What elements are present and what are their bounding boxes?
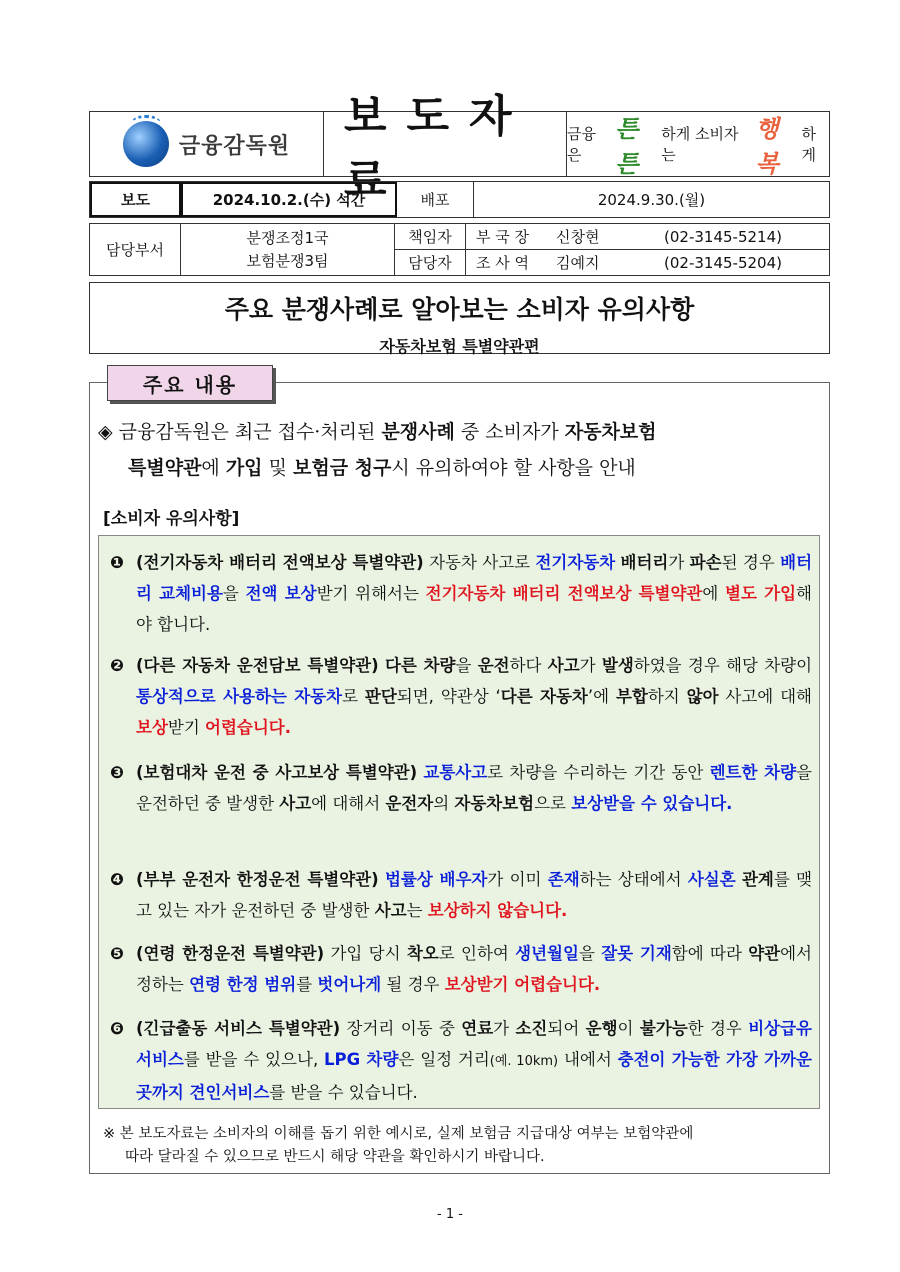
text-segment: 자동차보험	[454, 794, 535, 813]
item-text	[110, 1013, 812, 1108]
text-segment: 전기자동차 배터리 전액보상 특별약관	[425, 584, 703, 603]
contact-phone: (02-3145-5214)	[664, 227, 782, 246]
intro-text: 시 유의하여야 할 사항을 안내	[391, 457, 636, 479]
text-segment: LPG 차량	[324, 1050, 399, 1069]
text-segment: 운행	[585, 1019, 618, 1038]
contact-role: 담당자	[395, 250, 466, 275]
text-segment: 로 인하여	[438, 944, 516, 963]
text-segment: 받기 위해서는	[316, 584, 426, 603]
text-segment: 관계	[741, 870, 774, 889]
text-segment: 다른 자동차	[500, 687, 588, 706]
text-segment: 운전	[477, 656, 510, 675]
text-segment: 을 운전하던 중 발생한	[136, 763, 812, 813]
intro-bold: 가입	[225, 457, 263, 479]
text-segment: 하였을 경우 해당 차량이	[633, 656, 813, 675]
text-segment: 사고에 대해	[718, 687, 812, 706]
slogan-suffix: 하게	[801, 125, 816, 164]
intro-text: 금융감독원은 최근 접수·처리된	[118, 421, 382, 443]
contacts-table	[89, 223, 830, 276]
intro-line-2	[98, 450, 826, 486]
item-number: ❹	[110, 870, 124, 889]
text-segment: 보상	[136, 718, 168, 737]
diamond-bullet-icon: ◈	[98, 421, 113, 443]
text-segment: 가입 당시	[324, 944, 407, 963]
item-number: ❶	[110, 553, 124, 572]
text-segment: 사실혼	[687, 870, 736, 889]
text-segment: (전기자동차 배터리 전액보상 특별약관)	[136, 553, 424, 572]
text-segment: 함에 따라	[671, 944, 749, 963]
text-segment: 하는 상태에서	[579, 870, 688, 889]
text-segment: (예. 10km)	[489, 1054, 559, 1069]
text-segment: (다른 자동차 운전담보 특별약관)	[136, 656, 379, 675]
text-segment: 되면, 약관상 ‘	[396, 687, 501, 706]
release-label: 보도	[90, 182, 181, 217]
intro-bold: 특별약관	[128, 457, 202, 479]
item-number: ❻	[110, 1019, 124, 1038]
caution-item	[110, 547, 812, 640]
text-segment: 보상받기 어렵습니다.	[444, 975, 601, 994]
page-number: - 1 -	[437, 1207, 463, 1222]
text-segment: 되어	[547, 1019, 586, 1038]
text-segment: 받기	[167, 718, 206, 737]
text-segment: 을	[455, 656, 478, 675]
contact-roles	[395, 224, 829, 275]
text-segment: 가	[579, 656, 602, 675]
text-segment: ’에	[587, 687, 616, 706]
intro-text: 에	[201, 457, 226, 479]
headline-box	[89, 282, 830, 354]
intro-paragraph	[98, 414, 826, 486]
text-segment: 될 경우	[381, 975, 445, 994]
footnote-line-2: 따라 달라질 수 있으므로 반드시 해당 약관을 확인하시기 바랍니다.	[125, 1149, 545, 1165]
text-segment: 않아	[686, 687, 719, 706]
text-segment: (긴급출동 서비스 특별약관)	[136, 1019, 341, 1038]
text-segment: 다른 차량	[384, 656, 456, 675]
text-segment: 에	[702, 584, 726, 603]
text-segment: 내에서	[558, 1050, 618, 1069]
caution-item	[110, 864, 812, 926]
text-segment: 을	[222, 584, 246, 603]
dept-line-1: 분쟁조정1국	[246, 228, 329, 247]
text-segment: 보상하지 않습니다.	[427, 901, 568, 920]
text-segment: 별도 가입	[725, 584, 797, 603]
text-segment: 렌트한 차량	[709, 763, 797, 782]
text-segment: 로 차량을 수리하는 기간 동안	[487, 763, 710, 782]
text-segment: 법률상 배우자	[384, 870, 488, 889]
contact-row	[395, 250, 829, 275]
text-segment: 를	[296, 975, 318, 994]
intro-text: 중 소비자가	[454, 421, 565, 443]
fss-globe-icon	[123, 121, 169, 167]
intro-bold: 보험금 청구	[292, 457, 392, 479]
text-segment: 발생	[601, 656, 634, 675]
text-segment: 은 일정 거리	[398, 1050, 490, 1069]
item-number: ❸	[110, 763, 124, 782]
text-segment: 착오	[406, 944, 439, 963]
release-row	[89, 181, 830, 218]
text-segment: 존재	[547, 870, 580, 889]
dept-line-2: 보험분쟁3팀	[246, 251, 329, 270]
item-text	[110, 757, 812, 819]
text-segment: 가	[493, 1019, 516, 1038]
contact-name: 신창현	[556, 228, 600, 246]
text-segment: 연령 한정 범위	[189, 975, 297, 994]
text-segment: 약관	[748, 944, 781, 963]
text-segment: 장거리 이동 중	[340, 1019, 462, 1038]
distribution-label: 배포	[397, 182, 474, 217]
dept-team	[181, 224, 395, 275]
contact-name: 김예지	[556, 254, 600, 272]
text-segment: 벗어나게	[317, 975, 382, 994]
contact-role: 책임자	[395, 224, 466, 249]
text-segment: 된 경우	[721, 553, 781, 572]
text-segment: 배터리	[620, 553, 669, 572]
contact-position: 부 국 장	[476, 228, 530, 246]
text-segment: 의	[433, 794, 455, 813]
text-segment: 으로	[534, 794, 572, 813]
org-name: 금융감독원	[178, 133, 291, 159]
org-logo	[90, 112, 324, 176]
section-title: [소비자 유의사항]	[103, 509, 240, 529]
text-segment: 부합	[615, 687, 648, 706]
text-segment: 소진	[515, 1019, 548, 1038]
text-segment: (부부 운전자 한정운전 특별약관)	[136, 870, 379, 889]
text-segment: 을	[578, 944, 602, 963]
subheadline: 자동차보험 특별약관편	[379, 337, 540, 356]
intro-bold: 자동차보험	[564, 421, 657, 443]
text-segment: 통상적으로 사용하는 자동차	[136, 687, 343, 706]
text-segment: 사고	[374, 901, 407, 920]
item-number: ❺	[110, 944, 124, 963]
caution-item	[110, 1013, 812, 1108]
text-segment: 불가능	[639, 1019, 688, 1038]
contact-row	[395, 224, 829, 250]
text-segment: 이	[617, 1019, 640, 1038]
slogan-mid: 하게 소비자는	[661, 125, 739, 164]
text-segment: 전기자동차	[535, 553, 616, 572]
text-segment: 를 맺고 있는 자가 운전하던 중 발생한	[136, 870, 813, 920]
slogan-prefix: 금융은	[567, 125, 596, 164]
text-segment: 가 이미	[487, 870, 548, 889]
text-segment: 사고	[279, 794, 312, 813]
doc-title-text: 보도자료	[344, 91, 532, 206]
item-text	[110, 864, 812, 926]
text-segment: 배터리 교체비용	[136, 553, 813, 603]
text-segment: 어렵습니다.	[205, 718, 291, 737]
text-segment: 하지	[647, 687, 687, 706]
summary-tag: 주요 내용	[107, 365, 273, 401]
text-segment: 비상급유 서비스	[136, 1019, 812, 1069]
text-segment: (연령 한정운전 특별약관)	[136, 944, 325, 963]
intro-line-1	[98, 414, 826, 450]
slogan-word-1: 튼튼	[615, 115, 639, 178]
item-text	[110, 938, 812, 1000]
release-date: 2024.10.2.(수) 석간	[181, 182, 397, 217]
text-segment: 연료	[461, 1019, 494, 1038]
text-segment: 잘못 기재	[601, 944, 672, 963]
slogan	[567, 112, 829, 176]
text-segment: 사고	[547, 656, 580, 675]
distribution-date: 2024.9.30.(월)	[597, 191, 706, 209]
text-segment: 가	[668, 553, 690, 572]
text-segment: 판단	[364, 687, 397, 706]
text-segment: 해야 합니다.	[136, 584, 812, 634]
contact-position: 조 사 역	[476, 254, 530, 272]
item-text	[110, 547, 812, 640]
text-segment: 로	[342, 687, 365, 706]
text-segment: 충전이 가능한 가장 가까운 곳까지 견인서비스	[136, 1050, 812, 1102]
text-segment: (보험대차 운전 중 사고보상 특별약관)	[136, 763, 418, 782]
text-segment: 를 받을 수 있으나,	[183, 1050, 325, 1069]
text-segment: 보상받을 수 있습니다.	[571, 794, 733, 813]
item-number: ❷	[110, 656, 124, 675]
footnote	[103, 1123, 825, 1169]
text-segment: 파손	[689, 553, 722, 572]
dept-label: 담당부서	[90, 224, 181, 275]
caution-item	[110, 757, 812, 819]
text-segment: 하다	[509, 656, 548, 675]
text-segment: 에 대해서	[311, 794, 386, 813]
intro-text: 및	[262, 457, 293, 479]
headline: 주요 분쟁사례로 알아보는 소비자 유의사항	[224, 295, 695, 324]
text-segment: 에서 정하는	[136, 944, 812, 994]
text-segment: 생년월일	[515, 944, 579, 963]
text-segment: 전액 보상	[245, 584, 317, 603]
item-text	[110, 650, 812, 743]
contact-phone: (02-3145-5204)	[664, 253, 782, 272]
text-segment: 교통사고	[423, 763, 488, 782]
caution-item	[110, 938, 812, 1000]
text-segment: 는	[406, 901, 428, 920]
footnote-line-1: ※ 본 보도자료는 소비자의 이해를 돕기 위한 예시로, 실제 보험금 지급대상 여부는 보험약관에	[103, 1126, 694, 1142]
text-segment: 자동차 사고로	[423, 553, 536, 572]
text-segment: 운전자	[385, 794, 434, 813]
slogan-word-2: 행복	[755, 115, 779, 178]
text-segment: 를 받을 수 있습니다.	[269, 1083, 418, 1102]
text-segment: 한 경우	[687, 1019, 749, 1038]
intro-bold: 분쟁사례	[381, 421, 455, 443]
caution-item	[110, 650, 812, 743]
